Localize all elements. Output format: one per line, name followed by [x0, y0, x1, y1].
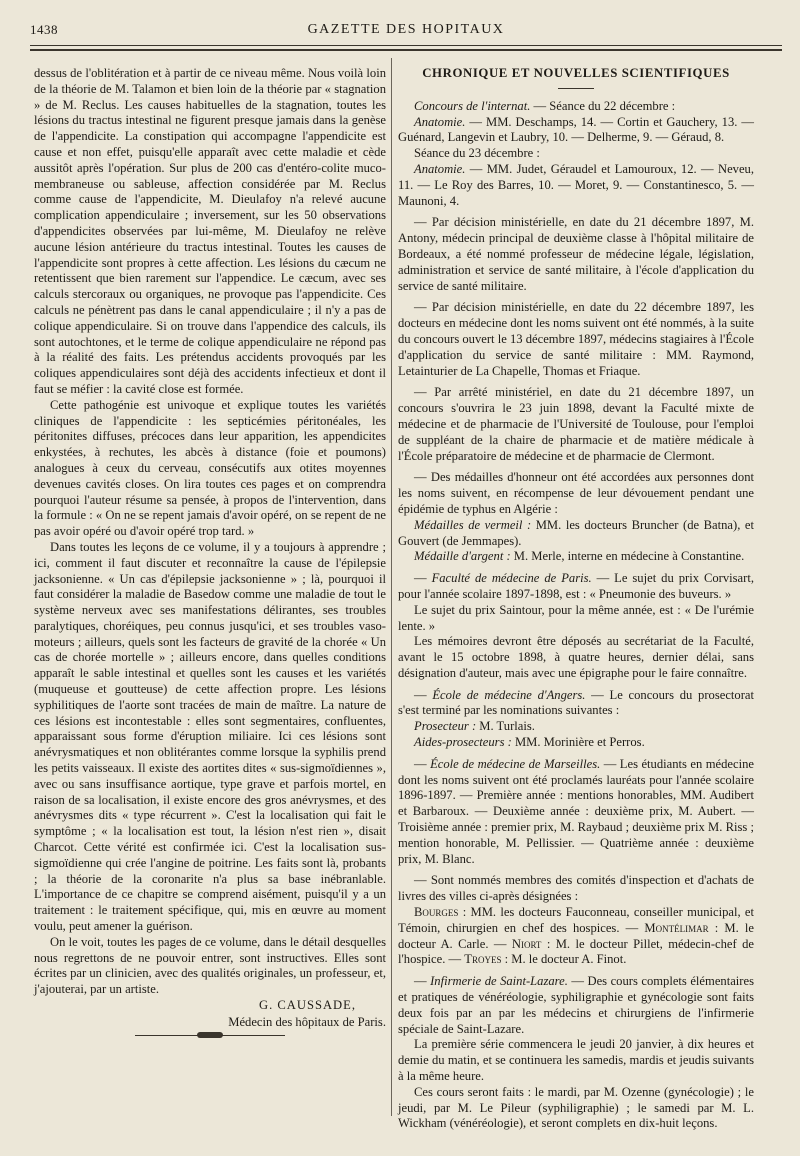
paragraph: On le voit, toutes les pages de ce volume, dans le détail desquelles nous regrettons de ne pouvoir entrer, sont instructives. Elles sont écrites par un clinicien, avec des qualités originales, un professeur, et, j'ajouterai, par un artiste.: [34, 934, 386, 997]
author-signature: G. CAUSSADE,: [258, 998, 356, 1013]
news-item: — Par décision ministérielle, en date du 21 décembre 1897, M. Antony, médecin principal de deuxième classe à l'hôpital militaire de Bordeaux, a été nommé professeur de médecine légale, législation, administration et service de santé militaire, à l'école d'application du service de santé militaire.: [398, 215, 754, 293]
header-rule-thick: [30, 49, 782, 51]
page-header: [30, 22, 782, 42]
page-number: 1438: [30, 22, 58, 37]
news-item: — Par arrêté ministériel, en date du 21 décembre 1897, un concours s'ouvrira le 23 juin 1898, devant la Faculté mixte de médecine et de pharmacie de l'Université de Toulouse, pour l'emploi de suppléant de la chaire de pharmacie et de matière médicale à l'École préparatoire de médecine et de pharmacie de Clermont.: [398, 385, 754, 463]
right-column: [398, 66, 754, 1132]
paragraph: Dans toutes les leçons de ce volume, il y a toujours à apprendre ; ici, comment il faut discuter et reconnaître la cause de l'épilepsie jacksonienne. « Un cas d'épilepsie jacksonienne » ; là, pourquoi il faut considérer la maladie de Basedow comme une maladie de tout le système nerveux avec ses manifestations délirantes, ses troubles paralytiques, choréiques, peu connus jusqu'ici, et ses troubles vaso-moteurs ; ailleurs, quels sont les facteurs de gravité de la chorée « Un cas de chorée mortelle » ; ailleurs encore, dans quelles conditions apparaît le sable intestinal et quelles sont les causes et les variétés (muqueuse et goutteuse) de cette affection propre. Les lésions syphilitiques de l'aorte sont tracées de main de maître. La nature de ces lésions est incontestable : elles sont segmentaires, confluentes, apparaissant sous forme d'éruption miliaire. Ici ces lésions sont anévrysmatiques et non oblitérantes comme lorsque la syphilis prend les petits vaisseaux. Il existe des aortites dites « sus-sigmoïdiennes », avec ou sans insuffisance aortique, type grave et parfois mortel, en raison de sa localisation, il existe encore des gros anévrysmes, et des anévrysmes dits « type récurrent ». C'est la localisation qui fait le symptôme ; « la localisation est tout, la lésion n'est rien », disait Charcot. Cette vérité est confirmée ici. C'est la localisation sus-sigmoïdienne qui crée l'angine de poitrine. Les faits sont là, probants ; la théorie de la coronarite n'a plus sa base inébranlable. L'importance de ce chapitre se comprend aisément, puisqu'il y a un traitement : le traitement spécifique, qui, mis en œuvre au moment voulu, peut amener la guérison.: [34, 539, 386, 934]
news-item: La première série commencera le jeudi 20 janvier, à dix heures et demie du matin, et se continuera les samedis, mardis et jeudis suivants à la même heure.: [398, 1037, 754, 1084]
news-item: Concours de l'internat. — Séance du 22 décembre :: [414, 98, 676, 113]
news-item: — Infirmerie de Saint-Lazare. — Des cours complets élémentaires et pratiques de vénéréologie, syphiligraphie et gynécologie sont faits deux fois par an par les médecins et chirurgiens de l'infirmerie spéciale de Saint-Lazare.: [398, 974, 754, 1036]
journal-title: GAZETTE DES HOPITAUX: [307, 22, 505, 37]
news-item: — Faculté de médecine de Paris. — Le sujet du prix Corvisart, pour l'année scolaire 1897-1898, est : « Pneumonie des buveurs. »: [398, 571, 754, 601]
news-item: — École de médecine de Marseilles. — Les étudiants en médecine dont les noms suivent ont été proclamés lauréats pour l'année scolaire 1896-1897. — Première année : mentions honorables, MM. Audibert et Barbaroux. — Deuxième année : deuxième prix, M. Aubert. — Troisième année : premier prix, M. Raybaud ; deuxième prix M. Riss ; mention honorable, M. Pellissier. — Quatrième année : deuxième prix, M. Blanc.: [398, 756, 754, 866]
paragraph: Cette pathogénie est univoque et explique toutes les variétés cliniques de l'appendicite : les septicémies péritonéales, les péritonites diffuses, précoces dans leur apparition, les appendicites enkystées, à rechutes, les abcès à distance (foie et poumons) analogues à ceux du cerveau, consécutifs aux otites moyennes devenues cavités closes. On lira toutes ces pages et on comprendra pourquoi l'auteur résume sa pensée, à propos de l'intervention, dans la formule : « On ne se repent jamais d'avoir opéré, on se repent de ne pas avoir opéré ou d'avoir opéré trop tard. »: [34, 397, 386, 539]
news-item: Anatomie. — MM. Judet, Géraudel et Lamouroux, 12. — Neveu, 11. — Le Roy des Barres, 10. — Moret, 9. — Constantinesco, 5. — Maunoni, 4.: [398, 161, 754, 208]
section-title: CHRONIQUE ET NOUVELLES SCIENTIFIQUES: [422, 66, 730, 80]
news-item: Médaille d'argent : M. Merle, interne en médecine à Constantine.: [414, 549, 745, 564]
news-item: Ces cours seront faits : le mardi, par M. Ozenne (gynécologie) ; le jeudi, par M. Le Pileur (syphiligraphie) ; le samedi par M. L. Wickham (vénéréologie), et seront complets en dix-huit leçons.: [398, 1084, 754, 1131]
news-item: — Par décision ministérielle, en date du 22 décembre 1897, les docteurs en médecine dont les noms suivent ont été nommés, à la suite du concours ouvert le 13 décembre 1897, médecins stagiaires à l'École d'application du service de santé militaire : MM. Raymond, Letainturier de La Chapelle, Thomas et Friaque.: [398, 300, 754, 378]
news-item: Prosecteur : M. Turlais.: [414, 719, 535, 734]
title-rule: [558, 88, 594, 89]
news-item: Médailles de vermeil : MM. les docteurs Bruncher (de Batna), et Gouvert (de Jemmapes).: [398, 517, 754, 548]
news-item: Le sujet du prix Saintour, pour la même année, est : « De l'urémie lente. »: [398, 602, 754, 633]
author-title: Médecin des hôpitaux de Paris.: [228, 1014, 386, 1029]
news-item: Bourges : MM. les docteurs Fauconneau, conseiller municipal, et Témoin, chirurgien en chef des hospices. — Montélimar : M. le docteur A. Carle. — Niort : M. le docteur Pillet, médecin-chef de l'hospice. — Troyes : M. le docteur A. Finot.: [398, 905, 754, 967]
news-item: — École de médecine d'Angers. — Le concours du prosectorat s'est terminé par les nominations suivantes :: [398, 687, 754, 718]
news-item: Anatomie. — MM. Deschamps, 14. — Cortin et Gauchery, 13. — Guénard, Langevin et Laubry, 10. — Delherme, 9. — Géraud, 8.: [398, 114, 754, 145]
news-item: — Des médailles d'honneur ont été accordées aux personnes dont les noms suivent, en récompense de leur dévouement pendant une épidémie de typhus en Algérie :: [398, 470, 754, 516]
news-item: Aides-prosecteurs : MM. Morinière et Perros.: [414, 735, 645, 750]
news-item: — Sont nommés membres des comités d'inspection et d'achats de livres des villes ci-après désignées :: [398, 873, 754, 904]
news-item: Séance du 23 décembre :: [414, 146, 540, 161]
column-divider: [391, 58, 392, 1116]
header-rule: [30, 45, 782, 46]
news-item: Les mémoires devront être déposés au secrétariat de la Faculté, avant le 15 octobre 1898, à quatre heures, dernier délai, sans désignation d'auteur, mais avec une épigraphe pour le faire connaître.: [398, 634, 754, 680]
paragraph: dessus de l'oblitération et à partir de ce niveau même. Nous voilà loin de la théorie de M. Talamon et bien loin de la théorie par « stagnation » de M. Reclus. Les causes habituelles de la stagnation, toutes les lésions du tractus intestinal ne figurent presque jamais dans la genèse de l'appendicite. La constipation qui accompagne l'appendicite est cause et non effet, puisqu'elle apparaît avec cette maladie et cède aussitôt après l'opération. Sur plus de 200 cas d'entéro-colite muco-membraneuse ou sableuse, affection considérée par M. Reclus comme cause de l'appendicite, M. Dieulafoy n'a relevé aucune complication appendiculaire ; inversement, sur les 50 observations d'appendicites observées par lui-même, M. Dieulafoy ne relève aucune lésion antérieure du tractus intestinal. Toutes les causes de l'appendicite sont propres à cette affection. Les lésions du cæcum ne retentissent que bien rarement sur l'appendice. Le cæcum, avec ses calculs stercoraux ou organiques, ne provoque pas l'appendicite. Ces calculs ne pénètrent pas dans le canal appendiculaire ; il n'y a pas de colique appendiculaire. Si on trouve dans l'appendice des calculs, ils sont autochtones, et le terme de colique appendiculaire ne répond pas à la réalité des faits. Les prétendus accidents provoqués par les coliques appendiculaires sont déjà des accidents infectieux et dont il faut se méfier : la cavité close est formée.: [34, 66, 386, 396]
left-column: [34, 66, 386, 1036]
end-ornament: [135, 1035, 285, 1036]
